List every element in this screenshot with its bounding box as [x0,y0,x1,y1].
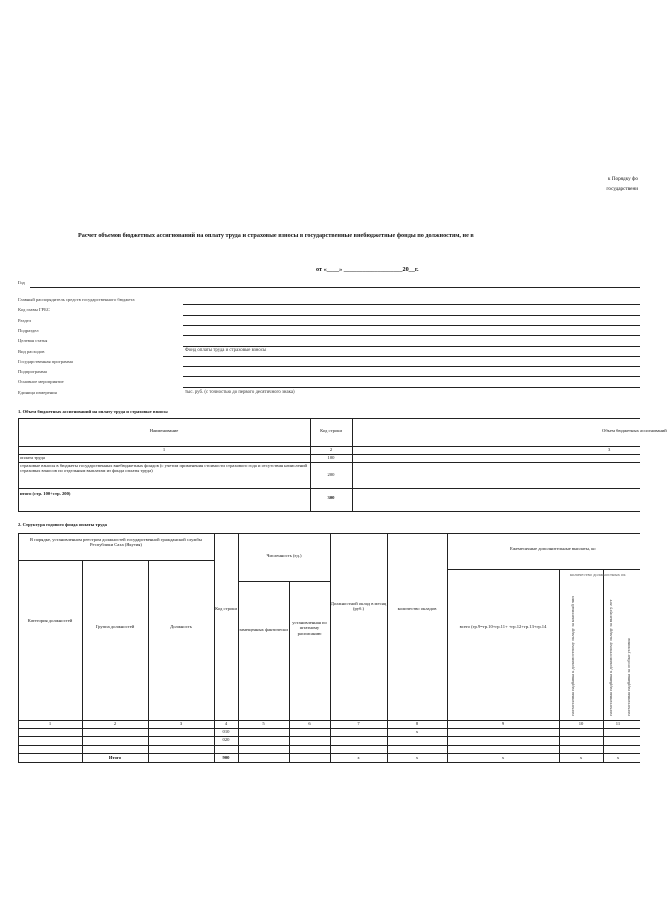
s1-header-name: Наименование [149,428,179,433]
date-line: от «____» ___________________20__г. [316,266,419,273]
field-label-activity: Основное мероприятие [18,379,64,384]
s1-row2-name: страховые взносы в бюджеты государственных внебюджетных фондов (с учетом применения стоимости страхового года и отсутствия начислений страховых взносов по отдельным выплатам из фонда оплаты труда) [20,463,307,474]
field-label-section: Раздел [18,318,31,323]
corner-note-line2: государствени [606,186,638,192]
field-line-activity[interactable] [183,387,640,388]
field-value-expense-type: Фонд оплаты труда и страховые взносы [185,348,267,353]
s2-row1-c8: х [415,729,419,734]
s2-row2-code: 020 [222,737,230,742]
field-line-program[interactable] [183,366,640,367]
s2-num-2: 2 [113,721,117,726]
field-line-subsection[interactable] [183,335,640,336]
s2-col-headcount: Численность (ед.) [266,553,302,558]
s2-num-8: 8 [415,721,419,726]
s2-col-payments: Ежемесячные дополнительные выплаты, ко [510,546,596,551]
s2-col-total: всего (гр.9=гр.10+гр.11+ +гр.12+гр.13+гр.14 [459,624,547,629]
field-value-unit: тыс. руб. (с точностью до первого десятичного знака) [185,390,295,395]
year-underline [30,287,640,288]
field-label-program: Государственная программа [18,359,73,364]
s2-total-x8: х [415,755,419,760]
s1-num-3: 3 [608,447,611,452]
s2-col-payments-sub: количество должностных ок [570,572,626,577]
field-label-unit: Единица измерения [18,390,57,395]
field-line-section[interactable] [183,325,640,326]
s2-col-code: Код строки [215,606,237,611]
s2-num-7: 7 [357,721,360,726]
s2-col-salary: Должностной оклад в месяц (руб.) [330,601,387,612]
year-label: Год [18,280,25,285]
field-label-target: Целевая статья [18,338,48,343]
s2-total-x9: х [501,755,505,760]
s2-total-code: 900 [222,755,230,760]
field-line-grbs[interactable] [183,304,640,305]
s2-col-actual: замещенных фактически [239,627,288,632]
field-label-subprogram: Подпрограмма [18,369,47,374]
s2-total-x10: х [579,755,583,760]
field-label-expense-type: Вид расходов [18,349,45,354]
s1-num-1: 1 [162,447,166,452]
s2-num-10: 10 [578,721,584,726]
s2-col-group: Группа должностей [95,624,135,629]
s2-total-x7: х [357,755,360,760]
s2-num-3: 3 [179,721,183,726]
s2-total-label: Итого [108,755,122,760]
field-line-subprogram[interactable] [183,376,640,377]
s1-header-code: Код строки [320,428,342,433]
s2-num-5: 5 [262,721,265,726]
s2-num-9: 9 [501,721,505,726]
s1-row3-name: итого (стр. 100+стр. 200) [20,491,71,496]
s2-col-staff: установленная по штатному расписанию [292,620,327,636]
s1-row2-code: 200 [327,472,335,477]
s1-row1-name: оплата труда [20,455,45,460]
s1-num-2: 2 [329,447,333,452]
field-line-code[interactable] [183,315,640,316]
field-label-subsection: Подраздел [18,328,39,333]
s2-col-category: Категория должностей [27,618,73,623]
field-line-expense-type[interactable] [183,356,640,357]
s2-num-1: 1 [48,721,52,726]
section1-title: 1. Объем бюджетных ассигнований на оплату труда и страховые взносы [18,409,168,414]
s2-col-salary-count: количество окладов [397,606,437,611]
corner-note-line1: к Порядку фо [607,176,638,182]
section2-title: 2. Структура годового фонда оплаты труда [18,522,107,527]
s2-col12-rotated: ежемесячная надбавка за особые условия [626,638,631,716]
s2-num-4: 4 [224,721,228,726]
field-label-grbs: Главный распорядитель средств государственного бюджета [18,297,135,302]
s1-row3-code: 300 [327,495,335,500]
s2-total-x11: х [616,755,620,760]
s2-col10-rotated: ежемесячная надбавка к должностному окладу за классный чин [570,596,575,716]
s2-col-position: Должность [170,624,192,629]
s1-row1-code: 100 [327,455,335,460]
field-label-code: Код главы ГРБС [18,307,50,312]
s2-row1-code: 010 [222,729,230,734]
field-line-target[interactable] [183,346,640,347]
s2-col11-rotated: ежемесячная надбавка к должностному окладу за выслугу лет [608,599,613,716]
s2-group-header: В порядке, установленном реестром должностей государственной гражданской службы Республики Саха (Якутия) [30,537,202,548]
s2-num-11: 11 [615,721,621,726]
s2-num-6: 6 [308,721,311,726]
s1-header-amount: Объем бюджетных ассигнований [602,428,667,433]
document-title: Расчет объемов бюджетных ассигнований на оплату труда и страховые взносы в государственные внебюджетные фонды по должностям, не в [78,232,474,239]
